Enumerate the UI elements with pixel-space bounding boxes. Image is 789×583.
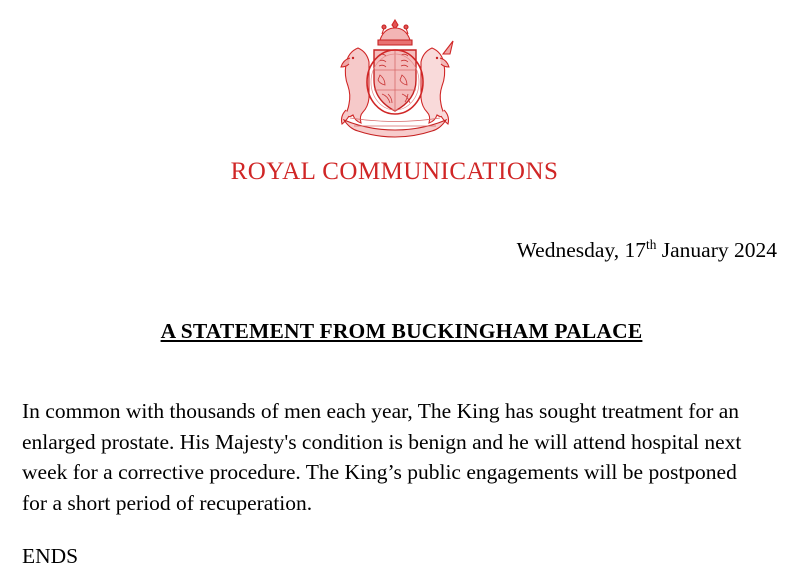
- date-ordinal: th: [646, 236, 657, 252]
- statement-body: [0, 396, 789, 518]
- date-suffix: January 2024: [656, 238, 777, 262]
- date-prefix: Wednesday, 17: [516, 238, 646, 262]
- date-line: [0, 238, 789, 263]
- statement-ends: ENDS: [22, 544, 79, 569]
- statement-paragraph: In common with thousands of men each year, The King has sought treatment for an enlarged prostate. His Majesty's condition is benign and he will attend hospital next week for a corrective procedure. The King’s public engagements will be postponed for a short period of recuperation.: [22, 399, 742, 515]
- royal-coat-of-arms-icon: [320, 14, 470, 142]
- statement-title-text: A STATEMENT FROM BUCKINGHAM PALACE: [160, 319, 643, 343]
- masthead: [0, 158, 789, 186]
- masthead-title: ROYAL COMMUNICATIONS: [230, 158, 559, 185]
- statement-title: [0, 319, 789, 344]
- crest-container: [0, 0, 789, 142]
